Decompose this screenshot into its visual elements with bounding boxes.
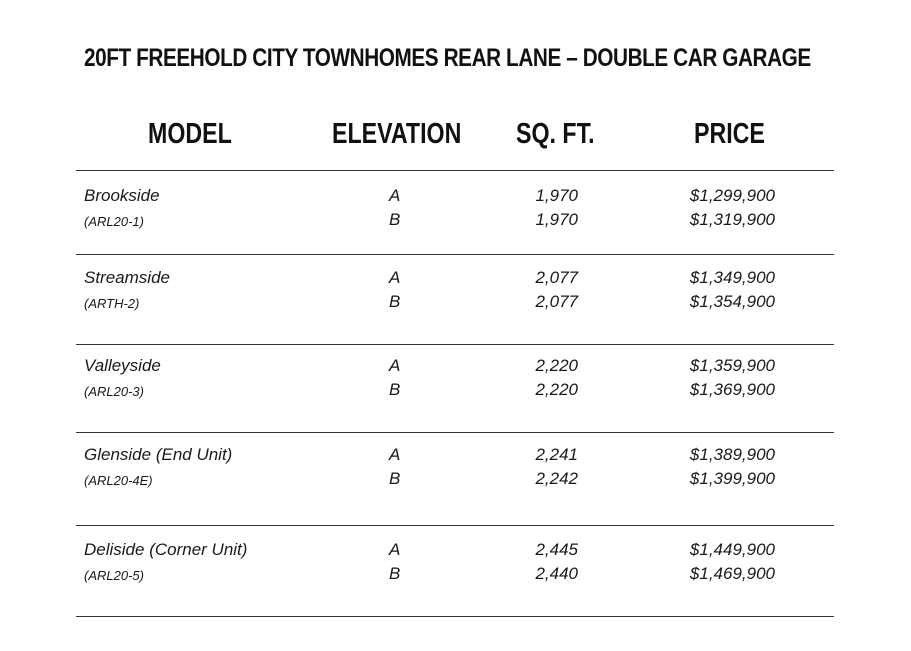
elevation-a: A (389, 268, 401, 287)
sqft-b: 2,242 (535, 469, 578, 488)
price-b: $1,469,900 (689, 564, 775, 583)
price-b: $1,399,900 (689, 469, 775, 488)
divider (76, 344, 834, 345)
sqft-a: 2,241 (535, 445, 578, 464)
divider (76, 170, 834, 171)
elevation-a: A (389, 445, 401, 464)
model-code: (ARL20-1) (84, 214, 144, 229)
table-row (0, 186, 911, 246)
header-sqft: SQ. FT. (516, 118, 595, 150)
table-row (0, 540, 911, 600)
model-code: (ARTH-2) (84, 296, 140, 311)
model-name: Deliside (Corner Unit) (84, 540, 248, 559)
elevation-b: B (389, 292, 401, 311)
elevation-a: A (389, 356, 401, 375)
divider (76, 254, 834, 255)
price-a: $1,449,900 (689, 540, 775, 559)
elevation-b: B (389, 380, 401, 399)
model-name: Valleyside (84, 356, 161, 375)
price-b: $1,319,900 (689, 210, 775, 229)
divider (76, 432, 834, 433)
header-price: PRICE (694, 118, 765, 150)
sqft-a: 2,077 (535, 268, 578, 287)
model-name: Streamside (84, 268, 170, 287)
sqft-b: 2,220 (535, 380, 578, 399)
divider (76, 525, 834, 526)
price-a: $1,359,900 (689, 356, 775, 375)
elevation-b: B (389, 564, 401, 583)
elevation-a: A (389, 186, 401, 205)
sqft-b: 2,440 (535, 564, 578, 583)
model-code: (ARL20-5) (84, 568, 144, 583)
elevation-b: B (389, 469, 401, 488)
model-code: (ARL20-3) (84, 384, 144, 399)
price-a: $1,299,900 (689, 186, 775, 205)
sqft-a: 2,220 (535, 356, 578, 375)
sqft-b: 1,970 (535, 210, 578, 229)
price-a: $1,349,900 (689, 268, 775, 287)
elevation-a: A (389, 540, 401, 559)
price-b: $1,354,900 (689, 292, 775, 311)
page-title: 20FT FREEHOLD CITY TOWNHOMES REAR LANE – DOUBLE CAR GARAGE (84, 44, 811, 72)
price-b: $1,369,900 (689, 380, 775, 399)
price-a: $1,389,900 (689, 445, 775, 464)
sqft-a: 2,445 (535, 540, 578, 559)
divider (76, 616, 834, 617)
header-elevation: ELEVATION (332, 118, 462, 150)
header-model: MODEL (148, 118, 232, 150)
model-name: Glenside (End Unit) (84, 445, 233, 464)
table-row (0, 268, 911, 328)
sqft-b: 2,077 (535, 292, 578, 311)
elevation-b: B (389, 210, 401, 229)
model-name: Brookside (84, 186, 160, 205)
table-row (0, 356, 911, 416)
table-row (0, 445, 911, 505)
model-code: (ARL20-4E) (84, 473, 153, 488)
sqft-a: 1,970 (535, 186, 578, 205)
